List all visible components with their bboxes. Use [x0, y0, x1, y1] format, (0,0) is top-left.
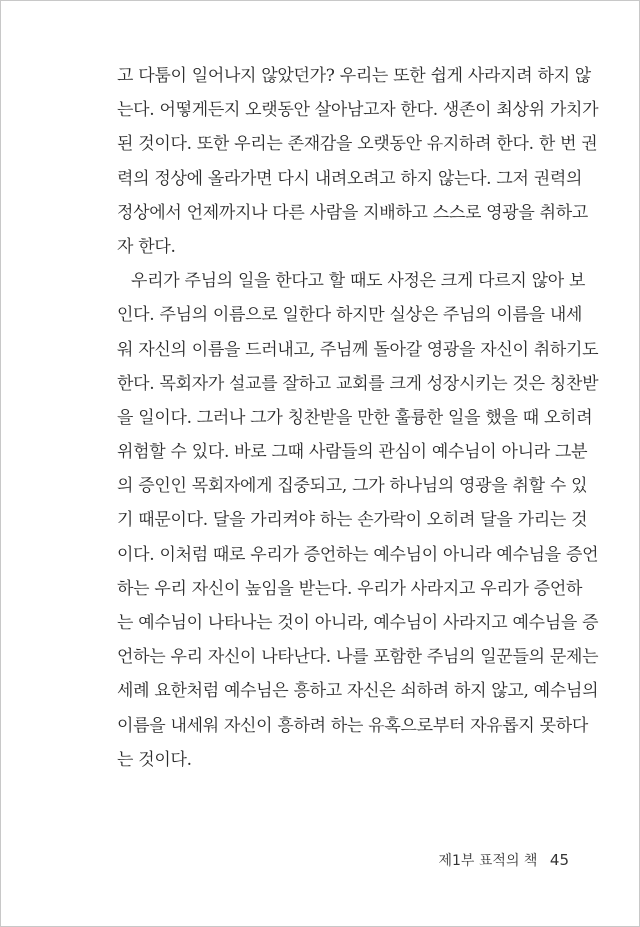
text-line: 된 것이다. 또한 우리는 존재감을 오랫동안 유지하려 한다. 한 번 권	[117, 134, 598, 155]
text-line: 기 때문이다. 달을 가리켜야 하는 손가락이 오히려 달을 가리는 것	[117, 510, 588, 531]
text-line: 는 것이다.	[117, 749, 192, 770]
text-line: 을 일이다. 그러나 그가 칭찬받을 만한 훌륭한 일을 했을 때 오히려	[117, 407, 593, 428]
section-title: 제1부 표적의 책	[438, 853, 538, 869]
text-line: 는 예수님이 나타나는 것이 아니라, 예수님이 사라지고 예수님을 증	[117, 613, 599, 633]
text-line: 한다. 목회자가 설교를 잘하고 교회를 크게 성장시키는 것은 칭찬받	[117, 373, 599, 394]
text-line: 력의 정상에 올라가면 다시 내려오려고 하지 않는다. 그저 권력의	[117, 168, 583, 189]
body-text	[117, 59, 599, 777]
text-line: 이다. 이처럼 때로 우리가 증언하는 예수님이 아니라 예수님을 증언	[117, 544, 599, 565]
text-line: 언하는 우리 자신이 나타난다. 나를 포함한 주님의 일꾼들의 문제는	[117, 647, 599, 668]
page-footer	[439, 850, 570, 870]
text-line: 이름을 내세워 자신이 흥하려 하는 유혹으로부터 자유롭지 못하다	[117, 715, 589, 736]
text-line: 정상에서 언제까지나 다른 사람을 지배하고 스스로 영광을 취하고	[117, 202, 589, 223]
text-line: 는다. 어떻게든지 오랫동안 살아남고자 한다. 생존이 최상위 가치가	[117, 100, 599, 121]
page-number: 45	[549, 851, 569, 869]
text-line: 의 증인인 목회자에게 집중되고, 그가 하나님의 영광을 취할 수 있	[117, 476, 588, 497]
text-line: 세례 요한처럼 예수님은 흥하고 자신은 쇠하려 하지 않고, 예수님의	[117, 681, 599, 702]
text-line: 우리가 주님의 일을 한다고 할 때도 사정은 크게 다르지 않아 보	[131, 271, 586, 292]
text-line: 워 자신의 이름을 드러내고, 주님께 돌아갈 영광을 자신이 취하기도	[117, 339, 599, 360]
text-line: 고 다툼이 일어나지 않았던가? 우리는 또한 쉽게 사라지려 하지 않	[117, 66, 591, 86]
text-line: 위험할 수 있다. 바로 그때 사람들의 관심이 예수님이 아니라 그분	[117, 442, 588, 463]
paragraph-2	[117, 264, 599, 777]
paragraph-1	[117, 59, 599, 264]
text-line: 자 한다.	[117, 236, 176, 257]
text-line: 인다. 주님의 이름으로 일한다 하지만 실상은 주님의 이름을 내세	[117, 305, 583, 326]
text-line: 하는 우리 자신이 높임을 받는다. 우리가 사라지고 우리가 증언하	[117, 578, 583, 599]
